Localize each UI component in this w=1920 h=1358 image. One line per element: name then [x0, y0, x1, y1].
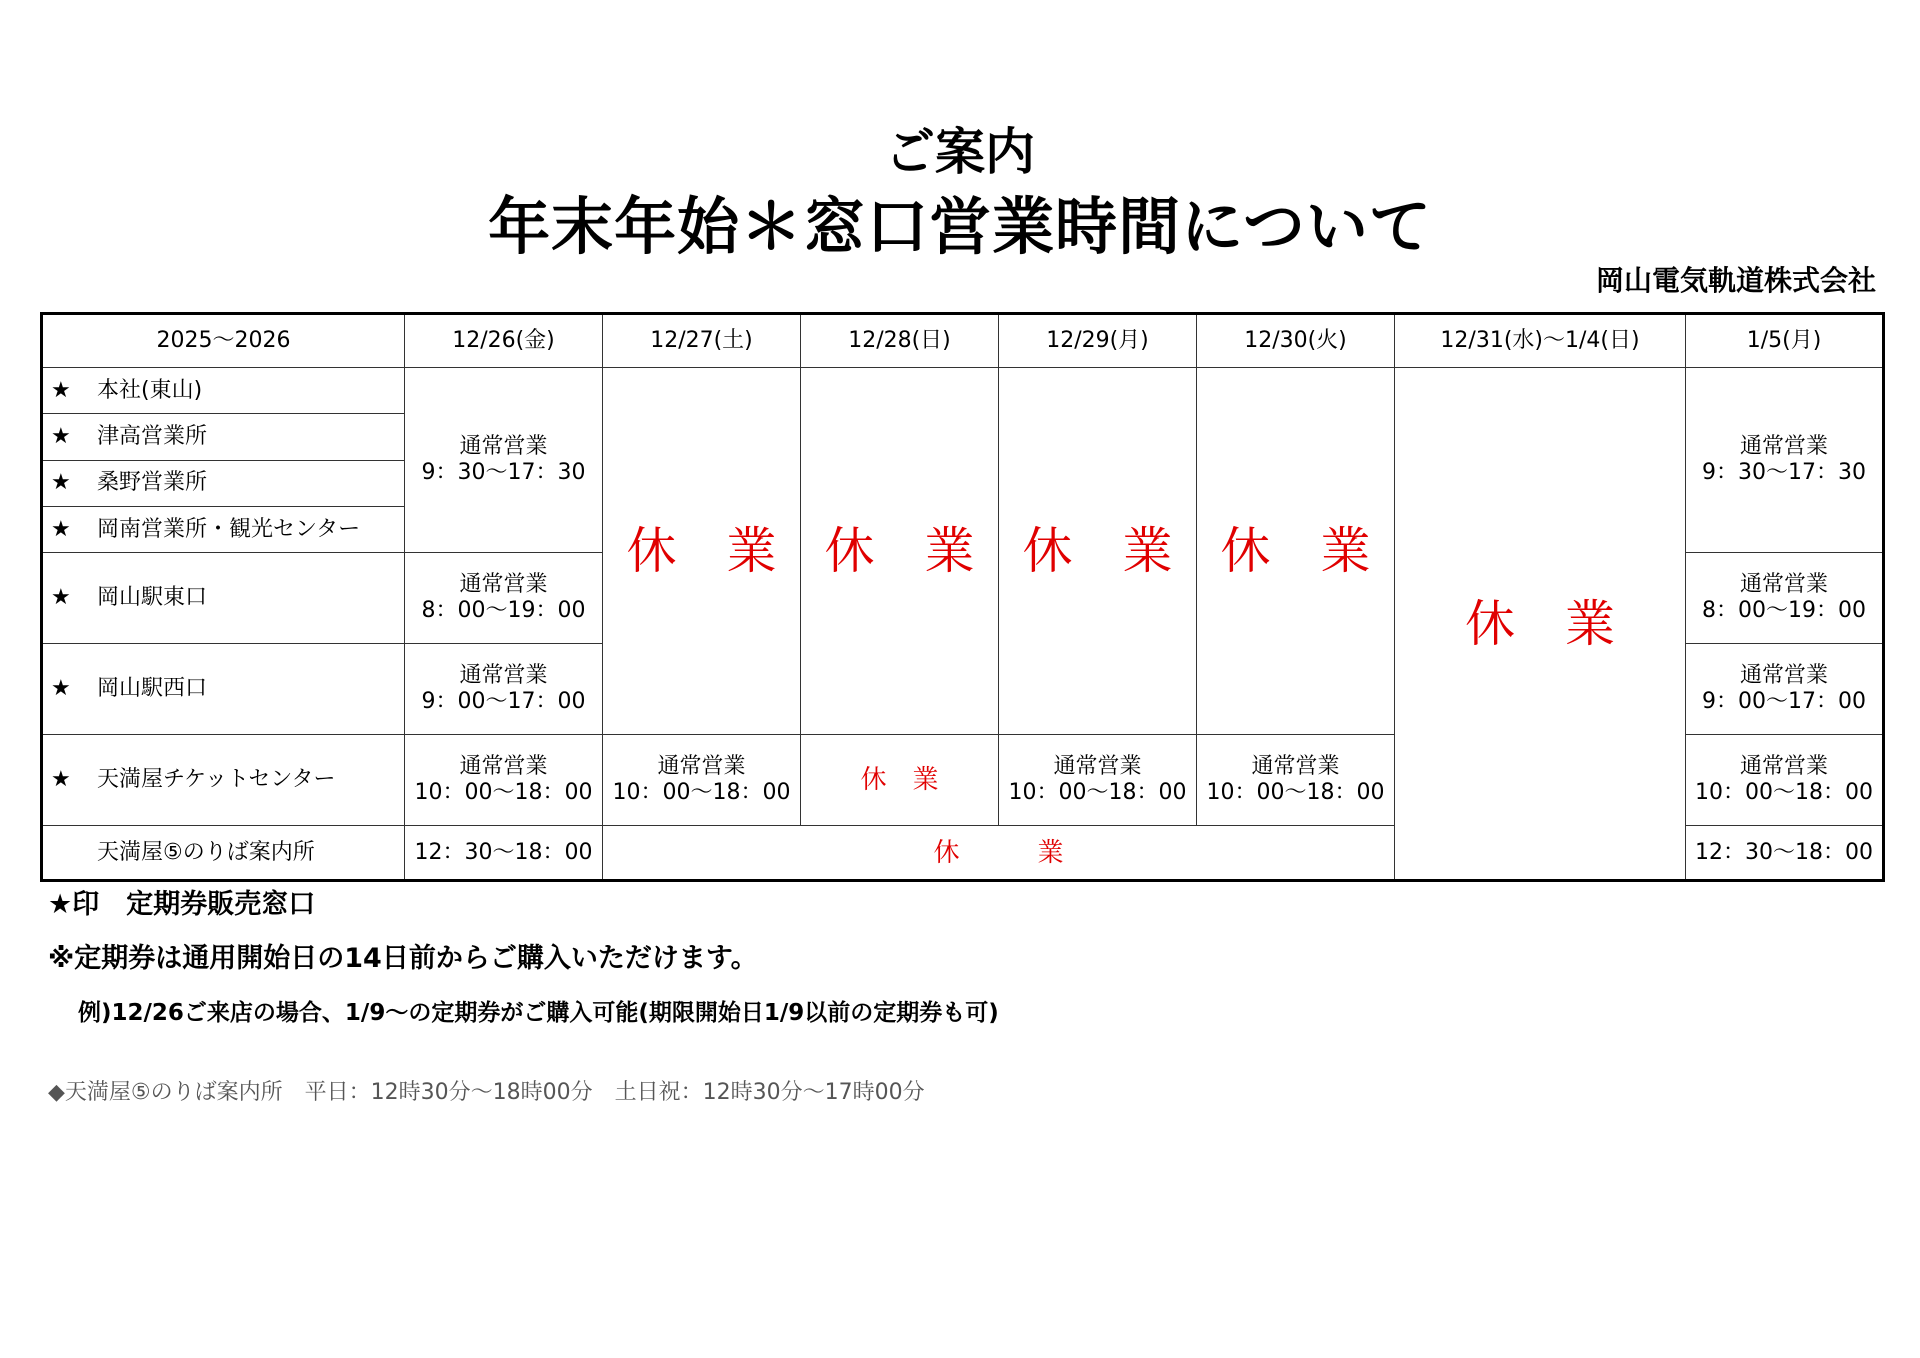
legend-note: ★印 定期券販売窓口	[48, 889, 316, 920]
company-name: 岡山電気軌道株式会社	[1595, 264, 1876, 297]
office-name	[42, 460, 405, 506]
star-icon: ★	[51, 585, 71, 611]
hours-cell	[1686, 735, 1884, 826]
date-header: 12/28(日)	[801, 314, 999, 368]
hours-cell	[1197, 735, 1395, 826]
closed-label: 休 業	[824, 522, 975, 581]
status-label: 通常営業	[1053, 754, 1142, 780]
star-icon: ★	[51, 516, 71, 542]
closed-cell	[999, 368, 1197, 735]
office-name	[42, 826, 405, 881]
date-header: 12/29(月)	[999, 314, 1197, 368]
hours-cell	[603, 735, 801, 826]
hours-text: 9：00～17：00	[1702, 689, 1866, 715]
hours-text: 10：00～18：00	[1206, 780, 1385, 806]
table-header-row	[42, 314, 1884, 368]
info-note: ◆天満屋⑤のりば案内所 平日：12時30分～18時00分 土日祝：12時30分～17時00分	[48, 1080, 925, 1105]
office-label: 岡南営業所・観光センター	[97, 516, 361, 542]
notice-subtitle: ご案内	[885, 123, 1035, 181]
hours-text: 9：30～17：30	[421, 460, 586, 486]
closed-cell	[603, 368, 801, 735]
date-header: 12/27(土)	[603, 314, 801, 368]
office-label: 天満屋チケットセンター	[97, 767, 336, 793]
table-row	[42, 368, 1884, 414]
hours-text: 8：00～19：00	[1702, 598, 1866, 624]
hours-text: 10：00～18：00	[1008, 780, 1187, 806]
status-label: 通常営業	[1739, 754, 1828, 780]
closed-label: 休 業	[933, 837, 1064, 868]
star-icon: ★	[51, 767, 71, 793]
hours-cell	[1686, 644, 1884, 735]
hours-text: 10：00～18：00	[612, 780, 791, 806]
hours-text: 8：00～19：00	[421, 598, 586, 624]
closed-label: 休 業	[1465, 594, 1615, 653]
office-label: 本社(東山)	[97, 377, 203, 403]
purchase-note: ※定期券は通用開始日の14日前からご購入いただけます。	[48, 943, 758, 974]
hours-cell	[1686, 368, 1884, 553]
star-icon: ★	[51, 470, 71, 496]
closed-label: 休 業	[626, 522, 777, 581]
hours-cell	[1686, 826, 1884, 881]
status-label: 通常営業	[459, 572, 548, 598]
hours-text: 9：00～17：00	[421, 689, 586, 715]
office-label: 桑野営業所	[97, 470, 208, 496]
hours-text: 9：30～17：30	[1702, 460, 1866, 486]
status-label: 通常営業	[459, 663, 548, 689]
star-icon: ★	[51, 676, 71, 702]
date-header: 1/5(月)	[1686, 314, 1884, 368]
hours-text: 12：30～18：00	[414, 839, 593, 865]
closed-cell	[801, 368, 999, 735]
hours-text: 10：00～18：00	[414, 780, 593, 806]
hours-cell	[405, 368, 603, 553]
closed-cell	[603, 826, 1395, 881]
office-name	[42, 506, 405, 552]
office-label: 津高営業所	[97, 423, 208, 449]
hours-text: 12：30～18：00	[1695, 839, 1873, 865]
office-name	[42, 414, 405, 460]
office-name	[42, 553, 405, 644]
closed-label: 休 業	[1022, 522, 1173, 581]
hours-cell	[1686, 553, 1884, 644]
closed-cell	[1395, 368, 1686, 881]
hours-text: 10：00～18：00	[1695, 780, 1873, 806]
closed-cell	[801, 735, 999, 826]
status-label: 通常営業	[657, 754, 746, 780]
status-label: 通常営業	[1251, 754, 1340, 780]
page-title: 年末年始＊窓口営業時間について	[488, 190, 1432, 263]
status-label: 通常営業	[459, 754, 548, 780]
hours-cell	[405, 644, 603, 735]
status-label: 通常営業	[1739, 434, 1828, 460]
closed-label: 休 業	[860, 765, 939, 796]
hours-cell	[405, 826, 603, 881]
star-icon: ★	[51, 423, 71, 449]
year-range-header: 2025～2026	[42, 314, 405, 368]
office-name	[42, 368, 405, 414]
office-label: 岡山駅西口	[97, 676, 208, 702]
office-label: 天満屋⑤のりば案内所	[97, 839, 315, 865]
star-icon: ★	[51, 377, 71, 403]
status-label: 通常営業	[1739, 572, 1828, 598]
hours-cell	[999, 735, 1197, 826]
closed-label: 休 業	[1220, 522, 1371, 581]
business-hours-table	[40, 312, 1885, 882]
example-note: 例)12/26ご来店の場合、1/9～の定期券がご購入可能(期限開始日1/9以前の定期券も可)	[78, 1000, 999, 1026]
office-name	[42, 644, 405, 735]
date-header: 12/26(金)	[405, 314, 603, 368]
date-header: 12/31(水)～1/4(日)	[1395, 314, 1686, 368]
date-header: 12/30(火)	[1197, 314, 1395, 368]
hours-cell	[405, 735, 603, 826]
status-label: 通常営業	[459, 434, 548, 460]
hours-cell	[405, 553, 603, 644]
closed-cell	[1197, 368, 1395, 735]
office-label: 岡山駅東口	[97, 585, 208, 611]
status-label: 通常営業	[1739, 663, 1828, 689]
office-name	[42, 735, 405, 826]
